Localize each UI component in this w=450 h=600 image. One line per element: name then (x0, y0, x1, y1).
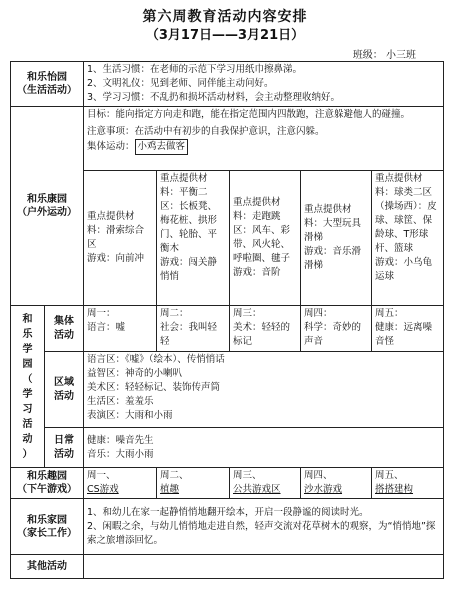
learning-daily-row (11, 428, 444, 468)
area-item: 表演区：大雨和小雨 (87, 410, 173, 421)
play-day-2: 周二、 植趣 (157, 468, 230, 499)
area-item: 生活区：羞羞乐 (87, 396, 154, 407)
area-item: 美术区：轻轻标记、装饰传声筒 (87, 382, 221, 393)
life-content (84, 62, 444, 107)
outdoor-zone-1: 重点提供材料：滑索综合区 游戏：向前冲 (84, 171, 157, 306)
life-item: 3、学习习惯：不乱扔和损坏活动材料，会主动整理收纳好。 (87, 92, 341, 103)
daily-item: 音乐：大雨小雨 (87, 448, 154, 460)
life-item: 2、文明礼仪：见到老师、同伴能主动问好。 (87, 78, 274, 89)
outdoor-goal-row (11, 107, 444, 171)
daily-activity-content (84, 428, 444, 468)
area-activity-label: 区域 活动 (45, 352, 84, 428)
group-activity-label: 集体 活动 (45, 306, 84, 352)
learning-area-row (11, 352, 444, 428)
home-item: 1、和幼儿在家一起静悄悄地翻开绘本，开启一段静谧的阅读时光。 (87, 506, 369, 518)
outdoor-zone-4: 重点提供材料：大型玩具滑梯 游戏：音乐滑滑梯 (301, 171, 372, 306)
group-sport-value: 小鸡去做客 (135, 139, 189, 155)
play-day-5: 周五、 搭搭建构 (372, 468, 444, 499)
play-label: 和乐趣园 （下午游戏） (11, 468, 84, 499)
other-row (11, 555, 444, 579)
home-item: 2、闲暇之余，与幼儿悄悄地走进自然，轻声交流对花草树木的观察，为“悄悄地”探索之旅增添回忆。 (87, 520, 436, 546)
outdoor-note: 注意事项：在活动中有初步的自我保护意识，注意闪躲。 (87, 126, 325, 137)
outdoor-label: 和乐康园 （户外运动） (11, 107, 84, 306)
class-label: 班级： (352, 50, 383, 61)
group-day-3: 周三： 美术：轻轻的标记 (230, 306, 301, 352)
other-label: 其他活动 (11, 555, 84, 579)
play-day-1: 周一、 CS游戏 (84, 468, 157, 499)
group-day-1: 周一： 语言：嘘 (84, 306, 157, 352)
area-item: 语言区：《嘘》（绘本）、传悄悄话 (87, 354, 225, 365)
life-row (11, 62, 444, 107)
life-item: 1、生活习惯：在老师的示范下学习用纸巾擦鼻涕。 (87, 64, 303, 75)
group-day-2: 周二： 社会：我叫轻轻 (157, 306, 230, 352)
area-activity-content (84, 352, 444, 428)
play-row (11, 468, 444, 499)
outdoor-zone-5: 重点提供材料：球类二区（操场西）：皮球、球筐、保龄球、T形球杆、篮球 游戏：小乌龟运球 (372, 171, 444, 306)
home-label: 和乐家园 （家长工作） (11, 499, 84, 555)
daily-item: 健康：噪音先生 (87, 434, 154, 446)
group-day-4: 周四： 科学：奇妙的声音 (301, 306, 372, 352)
home-content (84, 499, 444, 555)
learning-group-row (11, 306, 444, 352)
play-day-4: 周四、 沙水游戏 (301, 468, 372, 499)
class-value: 小三班 (386, 50, 416, 61)
home-row (11, 499, 444, 555)
outdoor-goal (84, 107, 444, 171)
class-info (353, 46, 416, 61)
learning-label: 和 乐 学 园 （ 学 习 活 动 ） (11, 306, 45, 468)
outdoor-group: 集体运动： 小鸡去做客 (87, 139, 440, 155)
area-item: 益智区：神奇的小喇叭 (87, 368, 183, 379)
daily-activity-label: 日常 活动 (45, 428, 84, 468)
page-title: 第六周教育活动内容安排 (142, 9, 308, 25)
play-day-3: 周三、 公共游戏区 (230, 468, 301, 499)
life-label: 和乐怡园 （生活活动） (11, 62, 84, 107)
outdoor-zone-3: 重点提供材料：走跑跳区：风车、彩带、风火轮、呼啦圈、毽子 游戏：音阶 (230, 171, 301, 306)
outdoor-zone-2: 重点提供材料：平衡二区：长板凳、梅花桩、拱形门、轮胎、平衡木 游戏：闯关静悄悄 (157, 171, 230, 306)
date-range: （3月17日——3月21日） (145, 28, 305, 43)
outdoor-goal-text: 目标：能向指定方向走和跑，能在指定范围内四散跑，注意躲避他人的碰撞。 (87, 109, 411, 120)
group-day-5: 周五： 健康：远离噪音怪 (372, 306, 444, 352)
schedule-table (10, 61, 444, 579)
other-content (84, 555, 444, 579)
